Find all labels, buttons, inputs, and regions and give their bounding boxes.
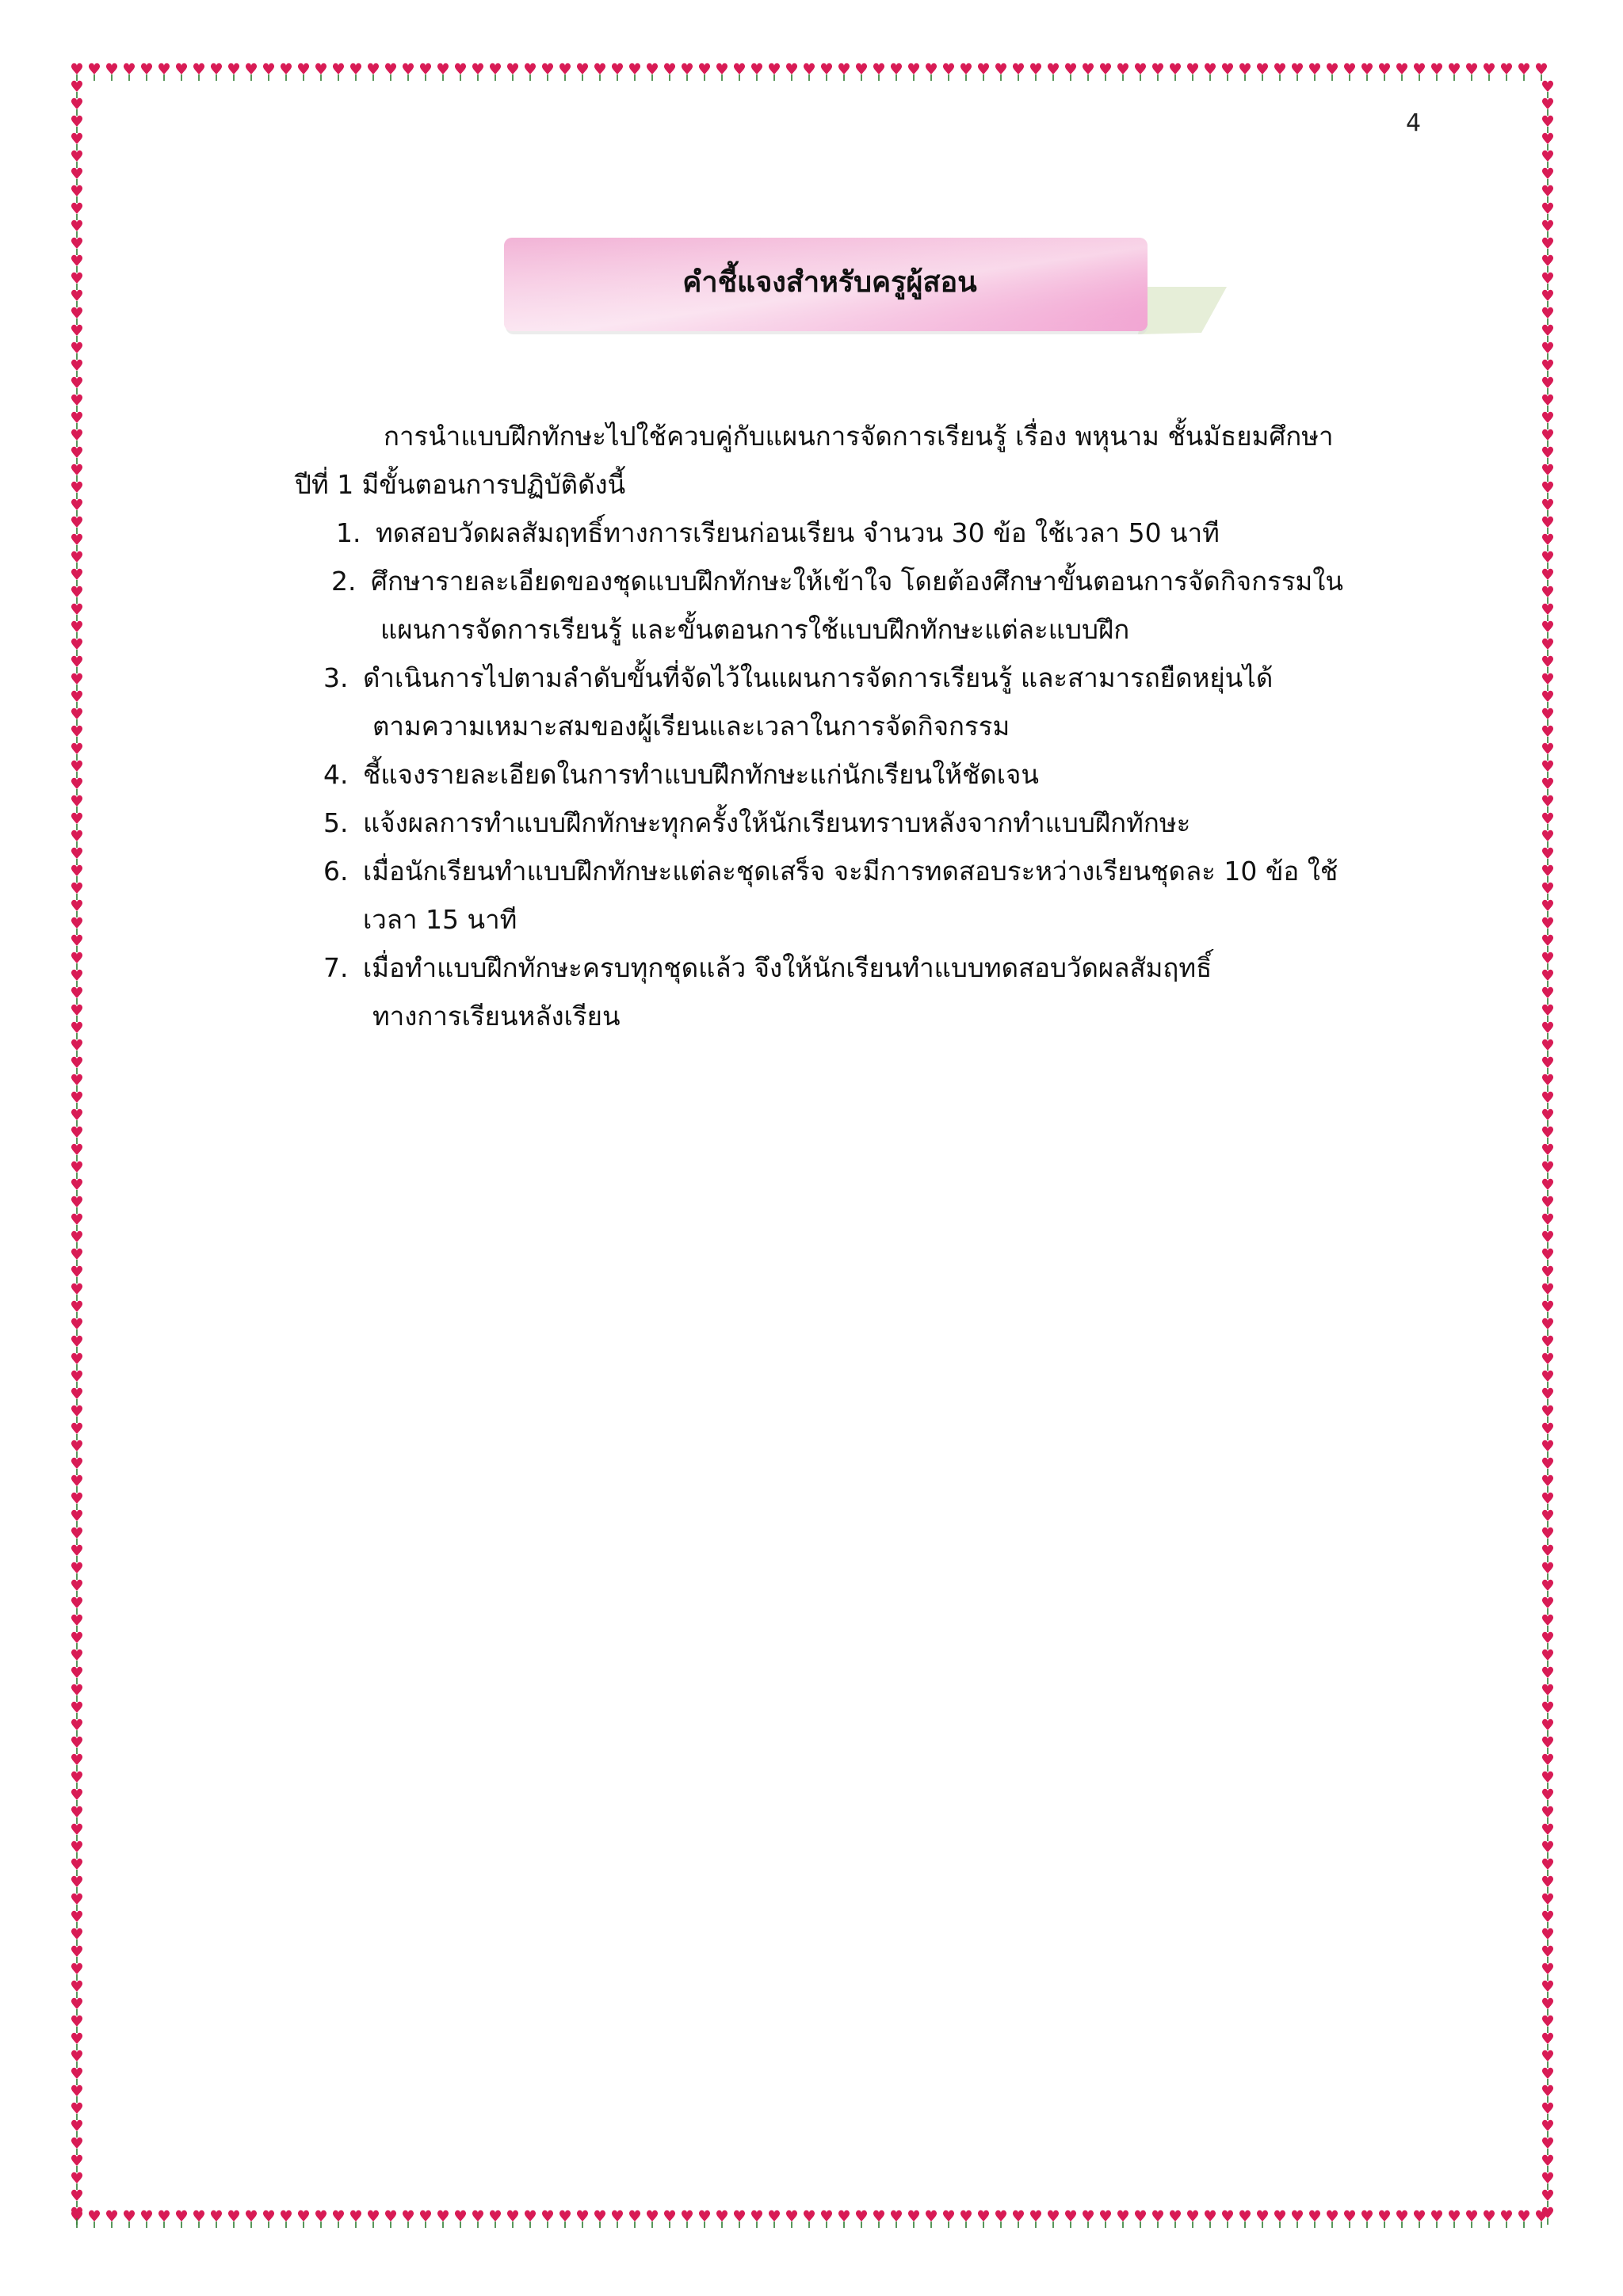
step-number: 6.	[323, 856, 349, 887]
step-text: เมื่อนักเรียนทำแบบฝึกทักษะแต่ละชุดเสร็จ จะมีการทดสอบระหว่างเรียนชุดละ 10 ข้อ ใช้	[363, 856, 1338, 887]
instructions-body	[295, 412, 1428, 1040]
step-text: เมื่อทำแบบฝึกทักษะครบทุกชุดแล้ว จึงให้นักเรียนทำแบบทดสอบวัดผลสัมฤทธิ์	[363, 952, 1212, 983]
step-text-continued: เวลา 15 นาที	[363, 904, 517, 935]
step-item	[295, 750, 1428, 799]
step-text: ศึกษารายละเอียดของชุดแบบฝึกทักษะให้เข้าใจ โดยต้องศึกษาขั้นตอนการจัดกิจกรรมใน	[371, 566, 1343, 597]
step-item	[295, 509, 1428, 557]
step-number: 5.	[323, 807, 349, 838]
step-text-continued: ตามความเหมาะสมของผู้เรียนและเวลาในการจัดกิจกรรม	[372, 711, 1010, 742]
page-title: คำชี้แจงสำหรับครูผู้สอน	[682, 266, 977, 299]
step-text: แจ้งผลการทำแบบฝึกทักษะทุกครั้งให้นักเรียนทราบหลังจากทำแบบฝึกทักษะ	[363, 807, 1191, 838]
intro-line-2: ปีที่ 1 มีขั้นตอนการปฏิบัติดังนี้	[295, 469, 626, 500]
step-number: 2.	[331, 566, 357, 597]
intro-line-1: การนำแบบฝึกทักษะไปใช้ควบคู่กับแผนการจัดการเรียนรู้ เรื่อง พหุนาม ชั้นมัธยมศึกษา	[384, 421, 1334, 452]
step-text: ดำเนินการไปตามลำดับขั้นที่จัดไว้ในแผนการจัดการเรียนรู้ และสามารถยืดหยุ่นได้	[363, 662, 1274, 693]
step-number: 1.	[336, 517, 361, 548]
steps-list	[295, 509, 1428, 1040]
step-number: 7.	[323, 952, 349, 983]
step-text: ทดสอบวัดผลสัมฤทธิ์ทางการเรียนก่อนเรียน จำนวน 30 ข้อ ใช้เวลา 50 นาที	[376, 517, 1220, 548]
step-item	[295, 654, 1428, 750]
step-text: ชี้แจงรายละเอียดในการทำแบบฝึกทักษะแก่นักเรียนให้ชัดเจน	[363, 759, 1039, 790]
step-item	[295, 847, 1428, 944]
step-item	[295, 944, 1428, 1040]
page-number: 4	[1406, 109, 1422, 137]
title-banner	[504, 238, 1236, 341]
step-text-continued: แผนการจัดการเรียนรู้ และขั้นตอนการใช้แบบฝึกทักษะแต่ละแบบฝึก	[380, 614, 1130, 645]
intro-paragraph	[295, 412, 1428, 509]
step-item	[295, 557, 1428, 654]
step-number: 4.	[323, 759, 349, 790]
step-item	[295, 799, 1428, 847]
step-text-continued: ทางการเรียนหลังเรียน	[372, 1001, 621, 1032]
step-number: 3.	[323, 662, 349, 693]
